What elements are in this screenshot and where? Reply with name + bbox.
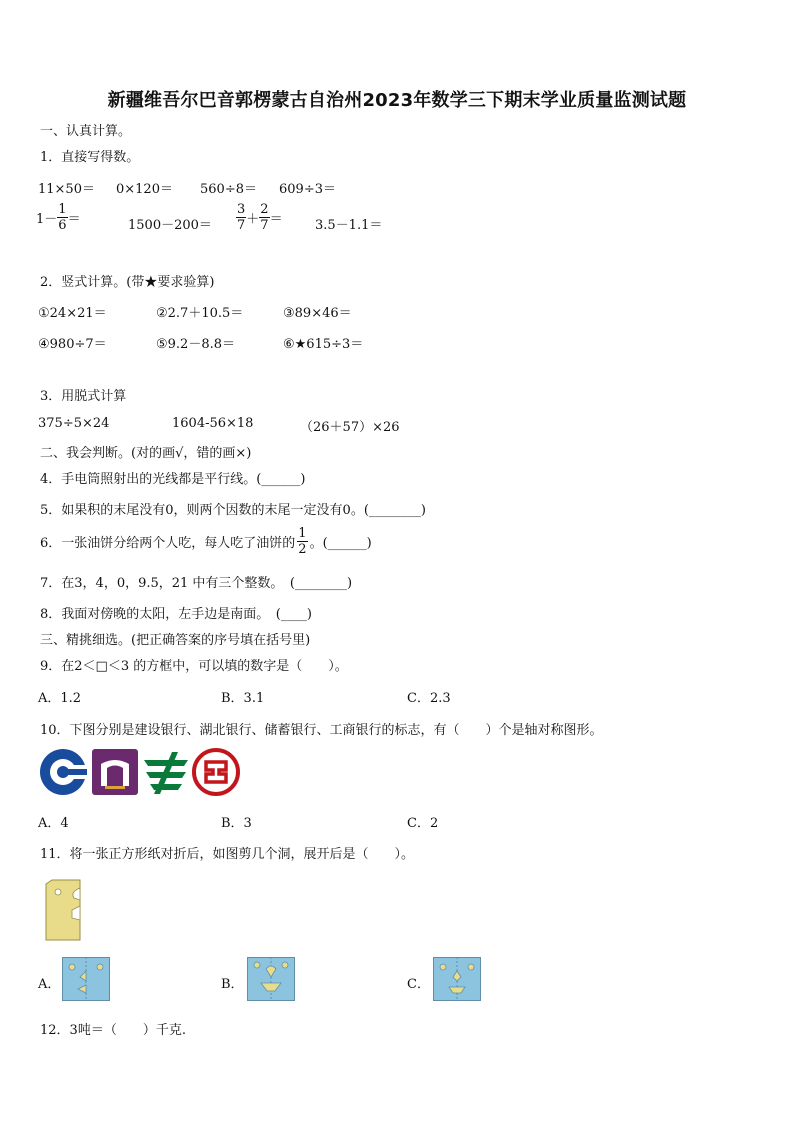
q7: 7．在3，4，0，9.5，21 中有三个整数。 (________) [40,576,353,591]
q5: 5．如果积的末尾没有0，则两个因数的末尾一定没有0。(________) [40,503,426,518]
folded-paper-figure [44,878,82,942]
q10-option-b: B．3 [221,816,252,831]
q1-item-2: 0×120＝ [116,182,173,197]
fraction-3-7 [236,202,246,233]
q1-item-7 [236,202,283,233]
fraction-1-6 [57,202,67,233]
q4: 4．手电筒照射出的光线都是平行线。(______) [40,472,306,487]
fraction-numerator: 1 [58,202,67,217]
page-title: 新疆维吾尔巴音郭楞蒙古自治州2023年数学三下期末学业质量监测试题 [107,90,687,111]
q2-item-4: ④980÷7＝ [38,337,107,352]
q11-option-c-label: C． [407,977,430,992]
q2-item-1: ①24×21＝ [38,306,107,321]
icbc-logo-icon [192,748,240,796]
q1-item-3: 560÷8＝ [200,182,257,197]
q6-pre: 6．一张油饼分给两个人吃，每人吃了油饼的 [40,536,296,551]
ccb-logo-icon [39,748,87,796]
q2-label: 2．竖式计算。(带★要求验算) [40,275,215,290]
q2-item-2: ②2.7＋10.5＝ [156,306,244,321]
section-1-heading: 一、认真计算。 [40,124,132,139]
q10-label: 10．下图分别是建设银行、湖北银行、储蓄银行、工商银行的标志，有（ ）个是轴对称图形。 [40,723,603,738]
hubei-bank-logo-icon [91,748,139,796]
q2-item-6: ⑥★615÷3＝ [283,337,364,352]
q1-item-8: 3.5－1.1＝ [315,218,383,233]
q1-item-5-post: ＝ [67,212,81,227]
q11-option-a-figure [62,957,110,1001]
q8: 8．我面对傍晚的太阳，左手边是南面。 (____) [40,607,312,622]
fraction-numerator: 2 [260,202,269,217]
section-2-heading: 二、我会判断。(对的画√，错的画×) [40,446,252,461]
q3-item-1: 375÷5×24 [38,416,110,431]
q11-label: 11．将一张正方形纸对折后，如图剪几个洞，展开后是（ ）。 [40,847,415,862]
q11-option-b-figure [247,957,295,1001]
fraction-1-2 [297,526,307,557]
fraction-denominator: 7 [237,218,246,233]
q1-item-7-post: ＝ [269,212,283,227]
q6 [40,526,372,557]
fraction-2-7 [259,202,269,233]
q2-item-3: ③89×46＝ [283,306,352,321]
q10-option-a: A．4 [38,816,69,831]
fraction-numerator: 3 [237,202,246,217]
q11-option-b-label: B． [221,977,244,992]
q1-item-5-pre: 1－ [36,212,58,227]
fraction-numerator: 1 [298,526,307,541]
q9-option-b: B．3.1 [221,691,265,706]
q12: 12．3吨＝（ ）千克. [40,1023,186,1038]
q1-item-4: 609÷3＝ [279,182,336,197]
q9-option-a: A．1.2 [38,691,82,706]
fraction-denominator: 7 [260,218,269,233]
q2-item-5: ⑤9.2－8.8＝ [156,337,236,352]
fraction-denominator: 2 [298,542,307,557]
q9-label: 9．在2＜□＜3 的方框中，可以填的数字是（ ）。 [40,659,348,674]
q11-option-a-label: A． [38,977,61,992]
q9-option-c: C．2.3 [407,691,451,706]
plus-sign: ＋ [246,212,260,227]
section-3-heading: 三、精挑细选。(把正确答案的序号填在括号里) [40,633,311,648]
q10-option-c: C．2 [407,816,439,831]
q6-post: 。(______) [309,536,372,551]
fraction-denominator: 6 [58,218,67,233]
q11-option-c-figure [433,957,481,1001]
q3-label: 3．用脱式计算 [40,389,127,404]
q1-label: 1．直接写得数。 [40,150,140,165]
q1-item-6: 1500－200＝ [128,218,212,233]
q1-item-1: 11×50＝ [38,182,95,197]
q1-item-5 [36,202,81,233]
postal-savings-logo-icon [142,748,190,796]
q3-item-3: （26＋57）×26 [300,420,400,435]
q3-item-2: 1604-56×18 [172,416,254,431]
